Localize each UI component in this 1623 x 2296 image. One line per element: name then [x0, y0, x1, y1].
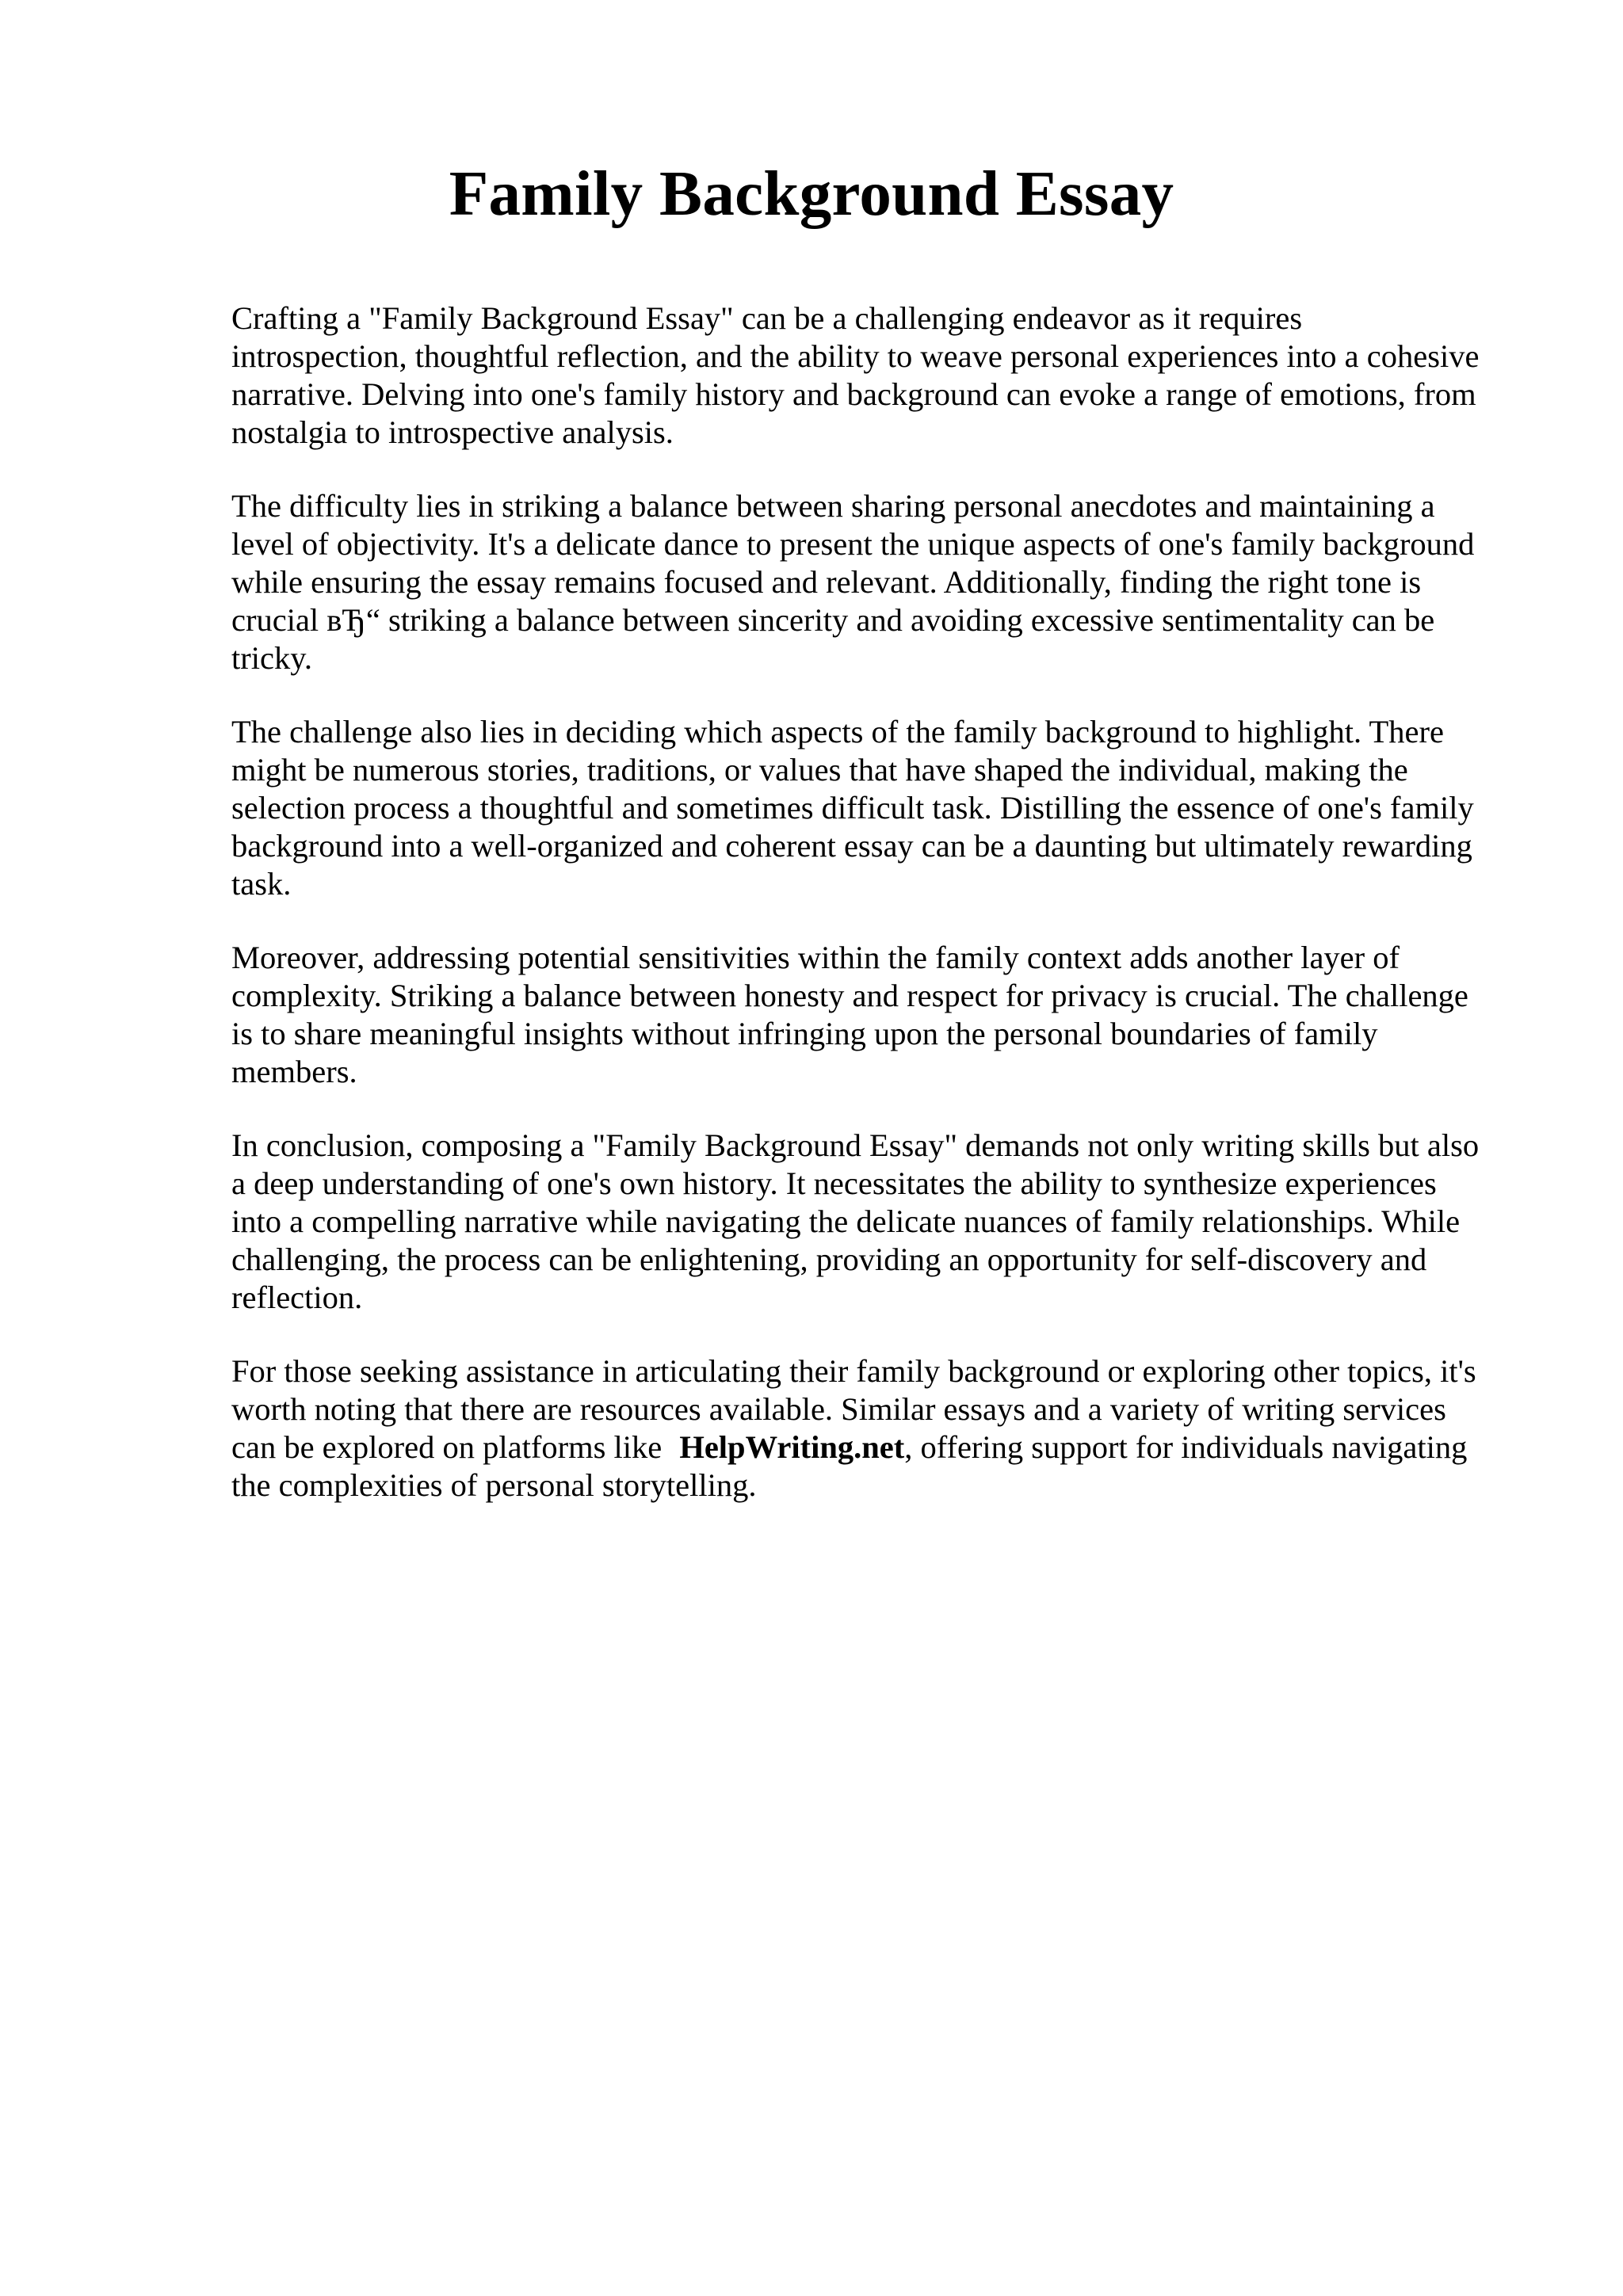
text-line: complexity. Striking a balance between honesty and respect for privacy is crucial. The challenge [231, 978, 1468, 1013]
text-segment: , offering support for individuals navigating [904, 1429, 1468, 1465]
text-line: nostalgia to introspective analysis. [231, 414, 674, 450]
text-line-with-link [231, 1428, 1515, 1466]
text-line: is to share meaningful insights without infringing upon the personal boundaries of family [231, 1016, 1378, 1051]
text-line: narrative. Delving into one's family history and background can evoke a range of emotions, from [231, 376, 1476, 412]
text-line: For those seeking assistance in articulating their family background or exploring other topics, it's [231, 1353, 1476, 1389]
paragraph-2 [231, 487, 1515, 677]
text-line: task. [231, 866, 292, 902]
text-line: a deep understanding of one's own history. It necessitates the ability to synthesize experiences [231, 1165, 1437, 1201]
text-line: introspection, thoughtful reflection, and the ability to weave personal experiences into a cohesive [231, 338, 1480, 374]
text-line: In conclusion, composing a "Family Background Essay" demands not only writing skills but also [231, 1127, 1480, 1163]
text-line: reflection. [231, 1280, 363, 1315]
text-line: The challenge also lies in deciding which aspects of the family background to highlight. There [231, 714, 1444, 749]
document-title: Family Background Essay [449, 158, 1174, 229]
text-line: selection process a thoughtful and sometimes difficult task. Distilling the essence of one's family [231, 790, 1474, 826]
text-line: the complexities of personal storytelling. [231, 1467, 757, 1503]
text-segment: can be explored on platforms like [231, 1429, 670, 1465]
text-line: worth noting that there are resources available. Similar essays and a variety of writing services [231, 1391, 1446, 1427]
text-line: level of objectivity. It's a delicate dance to present the unique aspects of one's family background [231, 526, 1475, 562]
paragraph-5 [231, 1127, 1515, 1317]
text-line: while ensuring the essay remains focused and relevant. Additionally, finding the right tone is [231, 564, 1422, 600]
document-body [231, 299, 1515, 1540]
paragraph-4 [231, 939, 1515, 1091]
text-line: crucial вЂ“ striking a balance between sincerity and avoiding excessive sentimentality can be [231, 602, 1435, 638]
text-line: might be numerous stories, traditions, or values that have shaped the individual, making the [231, 752, 1408, 788]
text-line: Crafting a "Family Background Essay" can be a challenging endeavor as it requires [231, 300, 1303, 336]
paragraph-3 [231, 713, 1515, 903]
text-line: tricky. [231, 640, 312, 676]
text-line: into a compelling narrative while navigating the delicate nuances of family relationships. While [231, 1203, 1461, 1239]
text-line: challenging, the process can be enlightening, providing an opportunity for self-discovery and [231, 1241, 1427, 1277]
text-line: Moreover, addressing potential sensitivities within the family context adds another layer of [231, 940, 1400, 975]
paragraph-6 [231, 1352, 1515, 1505]
paragraph-1 [231, 299, 1515, 452]
text-line: background into a well-organized and coherent essay can be a daunting but ultimately rewarding [231, 828, 1472, 864]
text-line: The difficulty lies in striking a balance between sharing personal anecdotes and maintaining a [231, 488, 1435, 524]
text-line: members. [231, 1054, 357, 1089]
helpwriting-link[interactable]: HelpWriting.net [679, 1429, 905, 1465]
